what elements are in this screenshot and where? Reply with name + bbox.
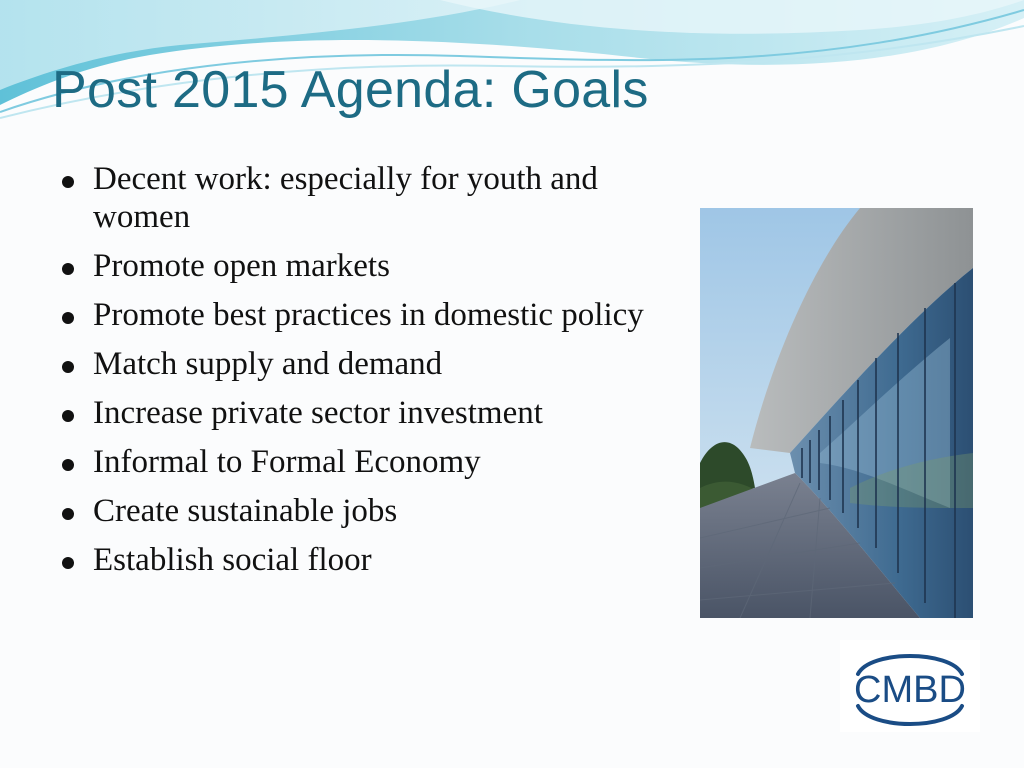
bullet-text: Informal to Formal Economy xyxy=(93,444,481,480)
building-photo xyxy=(700,208,973,618)
bullet-item xyxy=(60,296,685,334)
bullet-item xyxy=(60,443,685,481)
bullet-item xyxy=(60,345,685,383)
slide-title: Post 2015 Agenda: Goals xyxy=(52,61,649,119)
bullet-dot-icon xyxy=(62,557,74,569)
bullet-dot-icon xyxy=(62,361,74,373)
bullet-text: Promote best practices in domestic policy xyxy=(93,297,644,333)
bullet-item xyxy=(60,492,685,530)
bullet-item xyxy=(60,541,685,579)
bullet-text: Establish social floor xyxy=(93,542,372,578)
bullet-text: Increase private sector investment xyxy=(93,395,543,431)
cmbd-logo xyxy=(840,640,980,732)
bullet-text: Decent work: especially for youth and women xyxy=(93,161,598,235)
bullet-text: Promote open markets xyxy=(93,248,390,284)
bullet-dot-icon xyxy=(62,312,74,324)
bullet-dot-icon xyxy=(62,410,74,422)
logo-text: CMBD xyxy=(854,669,966,711)
goals-bullet-list xyxy=(60,160,685,590)
bullet-dot-icon xyxy=(62,459,74,471)
bullet-dot-icon xyxy=(62,263,74,275)
bullet-item xyxy=(60,247,685,285)
bullet-text: Match supply and demand xyxy=(93,346,443,382)
bullet-item xyxy=(60,394,685,432)
bullet-text: Create sustainable jobs xyxy=(93,493,398,529)
bullet-dot-icon xyxy=(62,508,74,520)
bullet-item xyxy=(60,160,685,236)
bullet-dot-icon xyxy=(62,176,74,188)
